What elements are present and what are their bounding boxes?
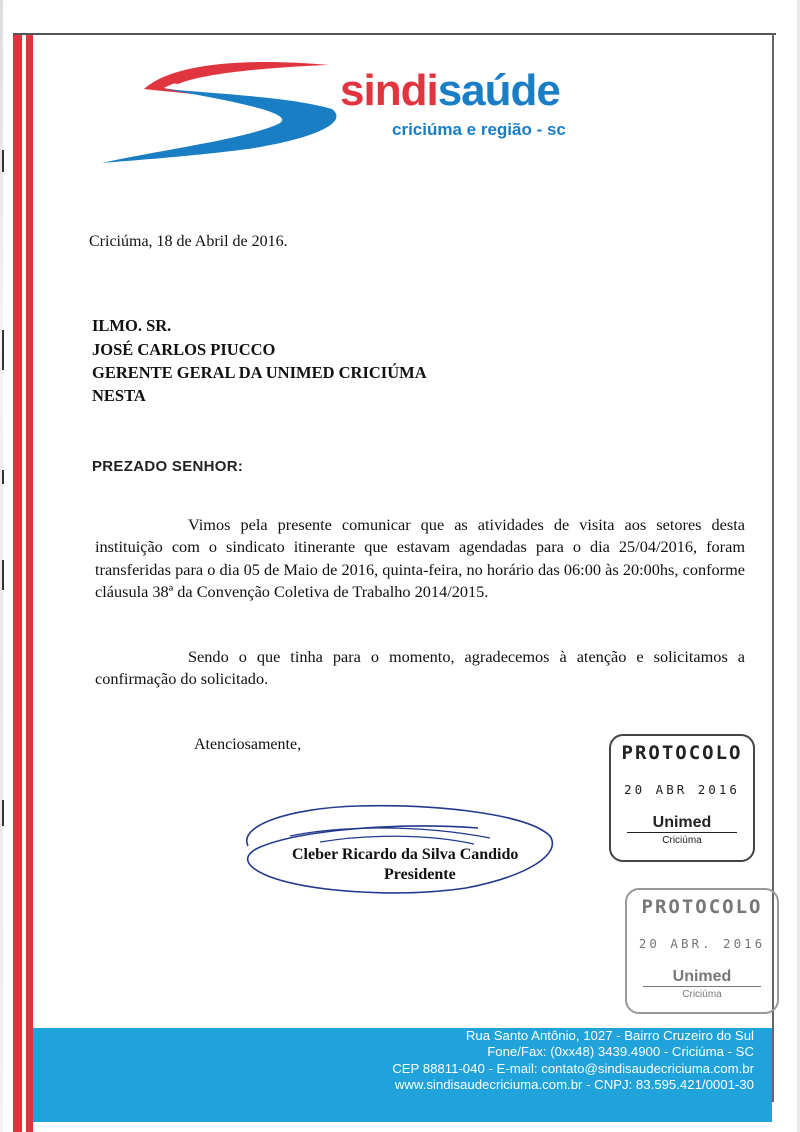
closing: Atenciosamente, <box>194 736 302 753</box>
brand-name-part1: sindi <box>340 66 438 115</box>
brand-name <box>340 66 560 115</box>
brand-name-part2: saúde <box>437 66 560 115</box>
stamp-date: 20 ABR. 2016 <box>638 936 766 951</box>
recipient-line: JOSÉ CARLOS PIUCCO <box>92 340 276 359</box>
body-paragraph-2 <box>95 646 745 691</box>
footer-email: CEP 88811-040 - E-mail: contato@sindisaudecriciuma.com.br <box>392 1060 754 1076</box>
protocol-stamp-faded <box>625 888 779 1014</box>
footer-website: www.sindisaudecriciuma.com.br - CNPJ: 83.595.421/0001-30 <box>394 1077 754 1093</box>
stamp-city: Criciúma <box>682 989 722 1000</box>
stamp-city: Criciúma <box>662 835 702 846</box>
stamp-title: PROTOCOLO <box>641 896 763 918</box>
stamp-date: 20 ABR 2016 <box>624 782 740 797</box>
scan-mark <box>2 560 4 590</box>
left-red-stripe-inner <box>26 35 33 1132</box>
brand-subtitle: criciúma e região - sc <box>392 120 566 139</box>
recipient-line: NESTA <box>92 386 146 405</box>
swoosh-logo-icon <box>98 55 338 165</box>
scan-mark <box>2 470 4 484</box>
left-red-stripe <box>13 35 22 1132</box>
scan-mark <box>2 150 4 172</box>
stamp-brand: Unimed <box>627 814 737 833</box>
protocol-stamp <box>609 734 755 862</box>
scan-mark <box>2 330 4 370</box>
salutation: PREZADO SENHOR: <box>92 458 244 475</box>
signer-name: Cleber Ricardo da Silva Candido <box>292 846 519 863</box>
footer-address: Rua Santo Antônio, 1027 - Bairro Cruzeiro do Sul <box>465 1028 754 1043</box>
footer-contact-block <box>392 1028 754 1094</box>
top-border-line <box>13 33 776 35</box>
footer-phone: Fone/Fax: (0xx48) 3439.4900 - Criciúma - SC <box>487 1044 754 1060</box>
stamp-brand: Unimed <box>643 968 761 987</box>
recipient-line: GERENTE GERAL DA UNIMED CRICIÚMA <box>92 363 427 382</box>
signer-role: Presidente <box>384 866 456 883</box>
body-paragraph-1-text: Vimos pela presente comunicar que as atividades de visita aos setores desta instituição com o sindicato itinerante que estavam agendadas para o dia 25/04/2016, foram transferidas para o dia 05 de Maio de 2016, quinta-feira, no horário das 06:00 às 20:00hs, conforme cláusula 38ª da Convenção Coletiva de Trabalho 2014/2015. <box>95 515 745 601</box>
body-paragraph-1 <box>95 514 745 603</box>
footer-band <box>33 1028 772 1122</box>
recipient-line: ILMO. SR. <box>92 316 172 335</box>
letter-date: Criciúma, 18 de Abril de 2016. <box>89 233 288 250</box>
body-paragraph-2-text: Sendo o que tinha para o momento, agradecemos à atenção e solicitamos a confirmação do solicitado. <box>95 647 745 689</box>
stamp-title: PROTOCOLO <box>621 742 743 764</box>
scan-mark <box>2 800 4 826</box>
